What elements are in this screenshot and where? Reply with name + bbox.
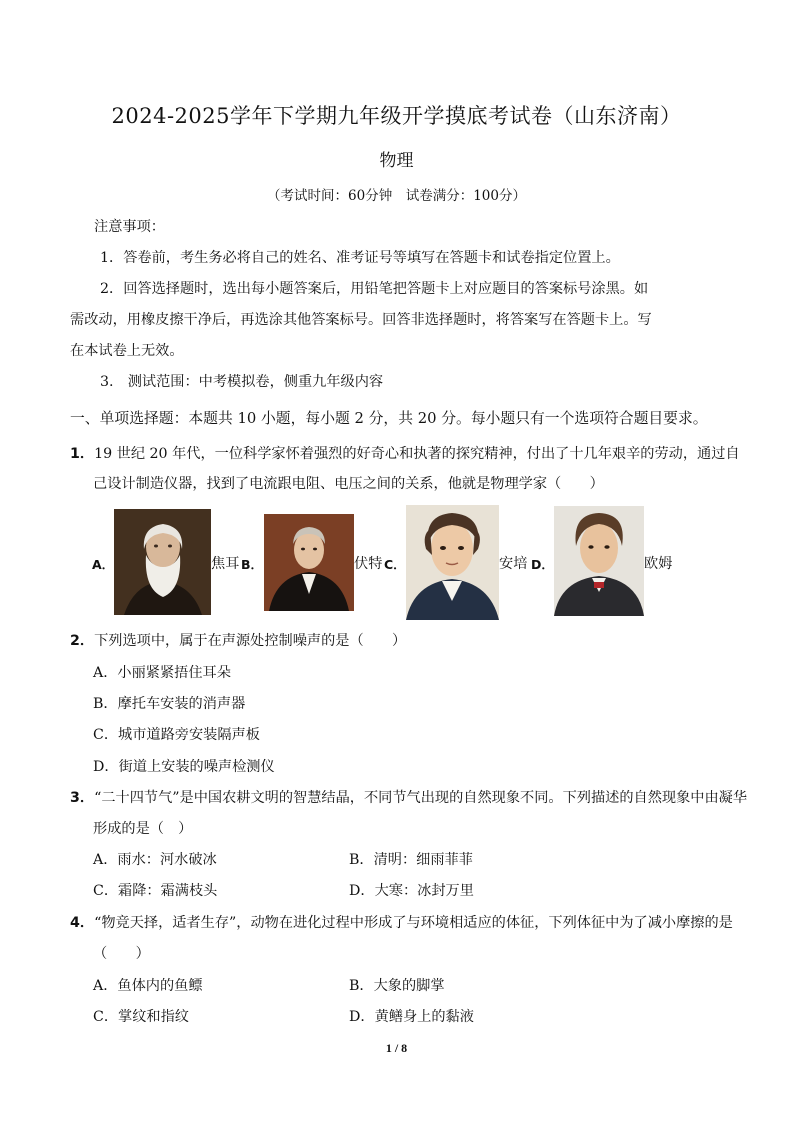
question-4 [70, 912, 733, 932]
question-3 [70, 787, 747, 807]
option-b-label: B． [241, 557, 264, 572]
notice-heading: 注意事项： [94, 219, 165, 235]
q2-option-d: D．街道上安装的噪声检测仪 [93, 759, 275, 775]
q4-option-b: B．大象的脚掌 [349, 978, 445, 994]
q3-option-a: A．雨水：河水破冰 [93, 852, 217, 868]
notice-item-2-line-2: 需改动，用橡皮擦干净后，再选涂其他答案标号。回答非选择题时，将答案写在答题卡上。写 [70, 312, 652, 328]
question-number: 4． [70, 915, 95, 931]
q3-option-c: C．霜降：霜满枝头 [93, 883, 218, 899]
question-1 [70, 443, 740, 463]
q2-option-b: B．摩托车安装的消声器 [93, 696, 246, 712]
option-d-label: D． [531, 557, 554, 572]
section-heading: 一、单项选择题：本题共 10 小题，每小题 2 分，共 20 分。每小题只有一个选项符合题目要求。 [70, 410, 708, 427]
question-stem-line-1: 19 世纪 20 年代，一位科学家怀着强烈的好奇心和执著的探究精神，付出了十几年艰辛的劳动，通过自 [94, 446, 740, 462]
option-c-label: C． [384, 557, 406, 572]
q3-option-b: B．清明：细雨菲菲 [349, 852, 473, 868]
portrait-ohm-image [554, 506, 644, 616]
q4-option-c: C．掌纹和指纹 [93, 1009, 189, 1025]
portrait-joule-image [114, 509, 211, 615]
question-number: 1． [70, 446, 95, 462]
question-stem: 下列选项中，属于在声源处控制噪声的是（ ） [94, 633, 407, 649]
option-c-text: 安培 [499, 556, 528, 572]
question-stem-line-1: “物竞天择，适者生存”，动物在进化过程中形成了与环境相适应的体征，下列体征中为了减小摩擦的是 [94, 915, 733, 931]
question-1-stem-line-2: 己设计制造仪器，找到了电流跟电阻、电压之间的关系，他就是物理学家（ ） [93, 476, 604, 492]
exam-title: 2024-2025学年下学期九年级开学摸底考试卷（山东济南） [111, 104, 682, 128]
portrait-ampere-image [406, 505, 499, 620]
q4-option-d: D．黄鳝身上的黏液 [349, 1009, 474, 1025]
notice-item-2-line-3: 在本试卷上无效。 [70, 343, 184, 359]
q3-option-d: D．大寒：冰封万里 [349, 883, 474, 899]
question-3-stem-line-2: 形成的是（ ） [93, 821, 193, 837]
option-a-label: A． [92, 557, 115, 572]
page-number: 1 / 8 [385, 1041, 408, 1055]
notice-item-1: 1．答卷前，考生务必将自己的姓名、准考证号等填写在答题卡和试卷指定位置上。 [100, 250, 620, 266]
exam-info: （考试时间：60分钟 试卷满分：100分） [267, 188, 526, 204]
option-d-text: 欧姆 [644, 556, 673, 572]
notice-item-2-line-1: 2．回答选择题时，选出每小题答案后，用铅笔把答题卡上对应题目的答案标号涂黑。如 [100, 281, 649, 297]
question-number: 3． [70, 790, 95, 806]
option-a-text: 焦耳 [211, 556, 240, 572]
question-number: 2． [70, 633, 95, 649]
option-b-text: 伏特 [354, 556, 383, 572]
q2-option-c: C．城市道路旁安装隔声板 [93, 727, 260, 743]
question-stem-line-1: “二十四节气”是中国农耕文明的智慧结晶，不同节气出现的自然现象不同。下列描述的自然现象中由凝华 [94, 790, 748, 806]
subject-title: 物理 [379, 151, 414, 171]
portrait-volta-image [264, 514, 354, 611]
q2-option-a: A．小丽紧紧捂住耳朵 [93, 665, 231, 681]
question-2 [70, 630, 406, 650]
question-4-stem-line-2: （ ） [93, 946, 150, 962]
notice-item-3: 3. 测试范围：中考模拟卷，侧重九年级内容 [100, 374, 384, 390]
q4-option-a: A．鱼体内的鱼鳔 [93, 978, 203, 994]
